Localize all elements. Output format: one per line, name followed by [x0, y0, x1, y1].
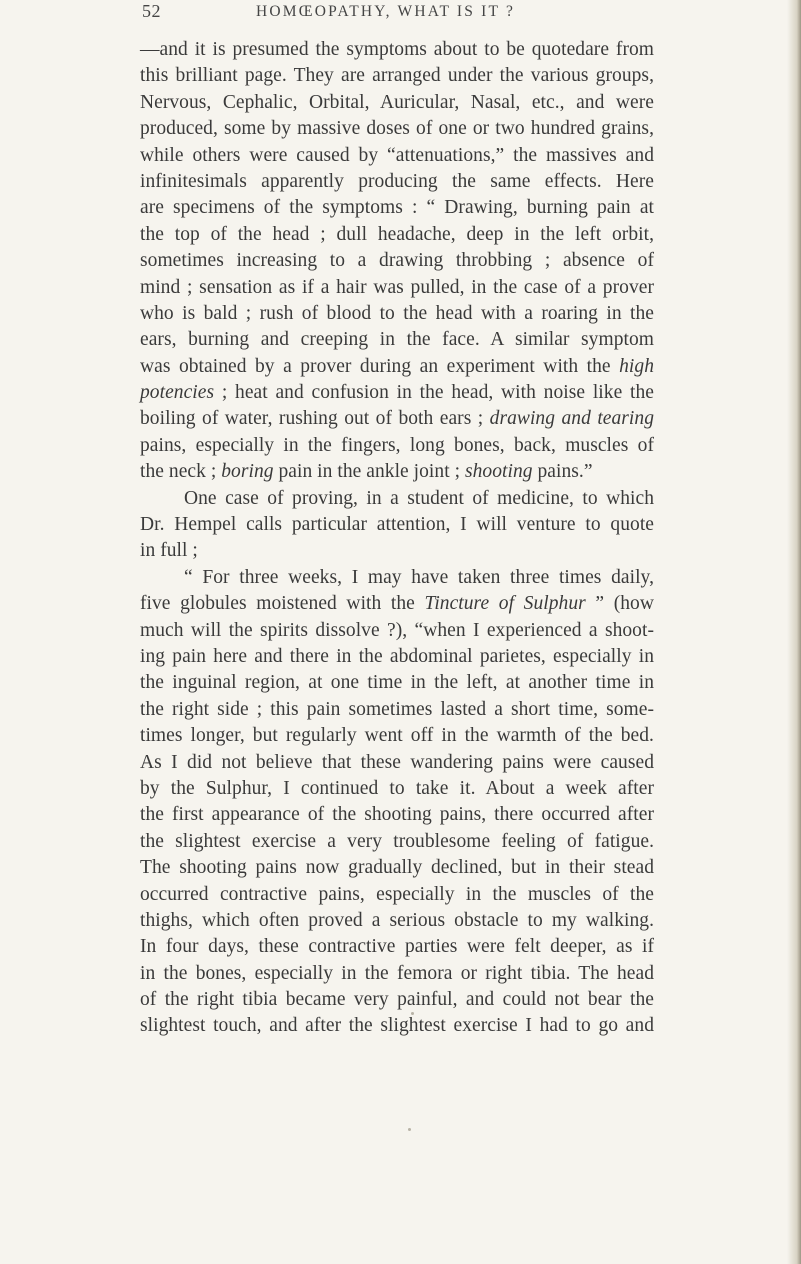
- text-line: who is bald ; rush of blood to the head with a roaring in the: [140, 302, 654, 324]
- italic-run: potencies: [140, 382, 215, 404]
- text-line: [140, 591, 654, 617]
- text-line: —and it is presumed the symptoms about to be quotedare from: [140, 39, 654, 60]
- italic-run: drawing: [489, 408, 556, 430]
- italic-run: and: [561, 408, 591, 430]
- paper-speck: [408, 1128, 411, 1131]
- text-line: the slightest exercise a very troublesome feeling of fatigue.: [140, 830, 654, 852]
- text-line: mind ; sensation as if a hair was pulled, in the case of a prover: [140, 276, 654, 298]
- text-line: As I did not believe that these wandering pains were caused: [140, 751, 654, 773]
- text-line: Nervous, Cephalic, Orbital, Auricular, Nasal, etc., and were: [140, 91, 654, 113]
- text-line: pains, especially in the fingers, long bones, back, muscles of: [140, 434, 654, 456]
- text-line: ing pain here and there in the abdominal parietes, especially in: [140, 645, 654, 667]
- text-line: of the right tibia became very painful, and could not bear the: [140, 989, 654, 1011]
- text-line: Dr. Hempel calls particular attention, I will venture to quote: [140, 514, 654, 536]
- text-line: In four days, these contractive parties were felt deeper, as if: [140, 936, 654, 958]
- text-run: pains.”: [532, 461, 593, 483]
- page-number: 52: [142, 1, 161, 21]
- paper-speck: [411, 1012, 414, 1015]
- text-run: ; heat and confusion in the head, with noise like the: [214, 382, 654, 404]
- text-line: [140, 406, 654, 432]
- text-line: “ For three weeks, I may have taken three times daily,: [184, 566, 654, 588]
- text-line: [140, 380, 654, 406]
- text-line: the first appearance of the shooting pains, there occurred after: [140, 804, 654, 826]
- italic-run: high: [619, 355, 654, 377]
- body-text: [140, 37, 654, 1040]
- text-line: [140, 459, 654, 485]
- text-line: while others were caused by “attenuations,” the massives and: [140, 144, 654, 166]
- text-line: in full ;: [140, 540, 198, 562]
- text-line: infinitesimals apparently producing the same effects. Here: [140, 170, 654, 192]
- text-run: five globules moistened with the: [140, 593, 425, 615]
- text-line: [140, 354, 654, 380]
- text-line: the inguinal region, at one time in the left, at another time in: [140, 672, 654, 694]
- page-header: [0, 1, 801, 31]
- text-run: the neck ;: [140, 461, 222, 483]
- text-run: boiling of water, rushing out of both ears ;: [140, 408, 490, 430]
- running-title: HOMŒOPATHY, WHAT IS IT ?: [256, 3, 516, 20]
- italic-run: shooting: [464, 461, 533, 483]
- italic-run: Tincture of Sulphur: [424, 593, 586, 615]
- text-line: One case of proving, in a student of medicine, to which: [184, 487, 654, 509]
- page-edge-shadow: [787, 0, 801, 1264]
- italic-run: boring: [221, 461, 274, 483]
- text-line: thighs, which often proved a serious obstacle to my walking.: [140, 909, 654, 931]
- text-line: by the Sulphur, I continued to take it. About a week after: [140, 777, 654, 799]
- text-line: are specimens of the symptoms : “ Drawing, burning pain at: [140, 197, 654, 219]
- text-run: ” (how: [585, 593, 654, 615]
- text-line: this brilliant page. They are arranged under the various groups,: [140, 65, 654, 87]
- text-run: was obtained by a prover during an experiment with the: [140, 355, 620, 377]
- text-line: The shooting pains now gradually declined, but in their stead: [140, 857, 654, 879]
- text-line: ears, burning and creeping in the face. A similar symptom: [140, 329, 654, 351]
- text-line: times longer, but regularly went off in the warmth of the bed.: [140, 725, 654, 747]
- text-line: sometimes increasing to a drawing throbbing ; absence of: [140, 250, 654, 272]
- text-line: much will the spirits dissolve ?), “when I experienced a shoot-: [140, 619, 654, 641]
- text-line: produced, some by massive doses of one or two hundred grains,: [140, 118, 654, 140]
- text-line: occurred contractive pains, especially in the muscles of the: [140, 883, 654, 905]
- text-line: slightest touch, and after the slightest exercise I had to go and: [140, 1015, 654, 1037]
- text-line: in the bones, especially in the femora or right tibia. The head: [140, 962, 654, 984]
- text-line: the right side ; this pain sometimes lasted a short time, some-: [140, 698, 654, 720]
- italic-run: tearing: [597, 408, 654, 430]
- text-run: pain in the ankle joint ;: [273, 461, 465, 483]
- text-line: the top of the head ; dull headache, deep in the left orbit,: [140, 223, 654, 245]
